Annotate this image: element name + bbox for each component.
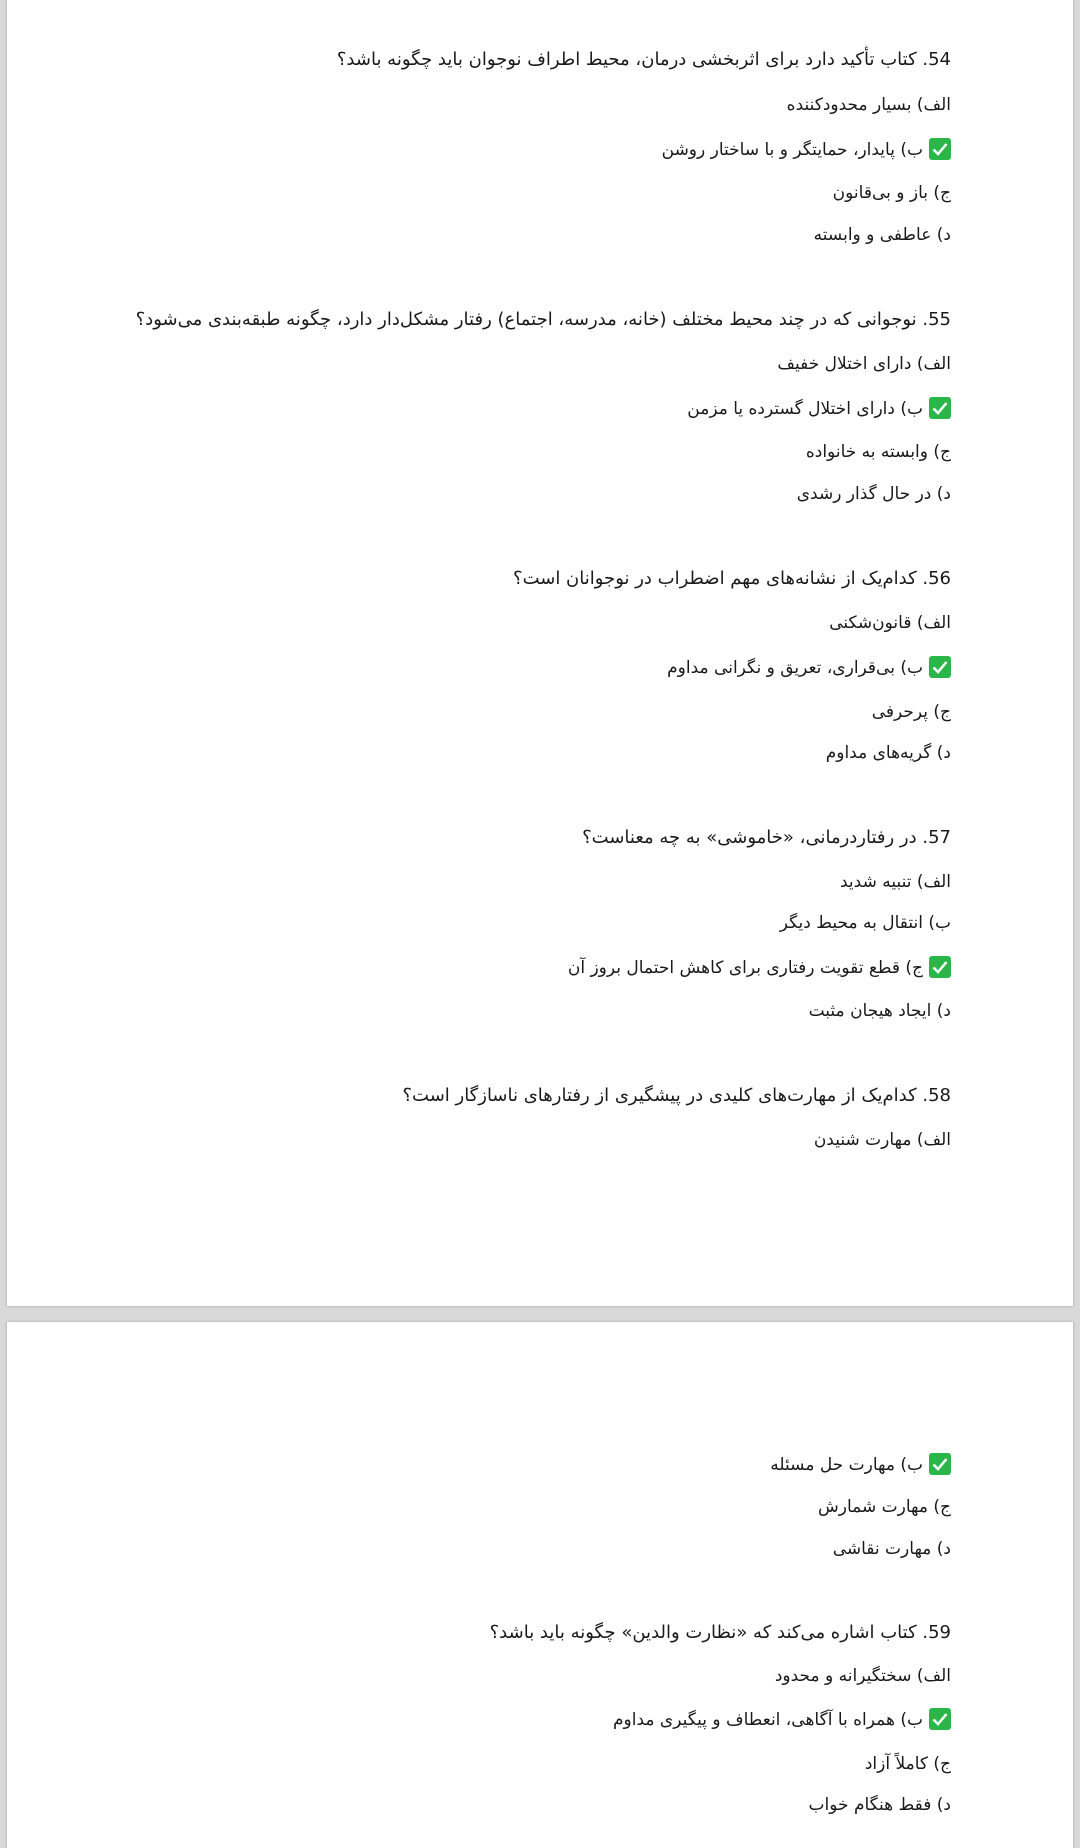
q58-option-a: الف) مهارت شنیدن [813,1130,951,1150]
document-page-1 [7,0,1073,1306]
check-mark-icon [929,138,951,160]
q55-option-b [687,396,951,422]
q58-option-d: د) مهارت نقاشی [832,1539,951,1559]
option-label: ب) همراه با آگاهی، انعطاف و پیگیری مداوم [613,1710,923,1730]
q58-option-b [770,1452,951,1478]
q57-option-a: الف) تنبیه شدید [840,872,951,892]
question-59: 59. کتاب اشاره می‌کند که «نظارت والدین» چگونه باید باشد؟ [489,1622,951,1643]
question-54: 54. کتاب تأکید دارد برای اثربخشی درمان، محیط اطراف نوجوان باید چگونه باشد؟ [336,49,951,70]
q56-option-b [667,655,951,681]
check-mark-icon [929,397,951,419]
q54-option-b [662,137,951,163]
question-55: 55. نوجوانی که در چند محیط مختلف (خانه، مدرسه، اجتماع) رفتار مشکل‌دار دارد، چگونه طبقه‌بندی می‌شود؟ [135,309,951,330]
question-58: 58. کدام‌یک از مهارت‌های کلیدی در پیشگیری از رفتارهای ناسازگار است؟ [402,1085,951,1106]
check-mark-icon [929,956,951,978]
q55-option-a: الف) دارای اختلال خفیف [777,354,951,374]
q54-option-c: ج) باز و بی‌قانون [832,183,951,203]
q56-option-c: ج) پرحرفی [871,702,951,722]
q57-option-b: ب) انتقال به محیط دیگر [779,913,951,933]
question-56: 56. کدام‌یک از نشانه‌های مهم اضطراب در نوجوانان است؟ [513,568,951,589]
q55-option-d: د) در حال گذار رشدی [796,484,951,504]
question-57: 57. در رفتاردرمانی، «خاموشی» به چه معناست؟ [582,827,951,848]
option-label: ب) پایدار، حمایتگر و با ساختار روشن [661,140,923,160]
option-label: ب) بی‌قراری، تعریق و نگرانی مداوم [667,658,923,678]
document-page-2 [7,1322,1073,1848]
q59-option-b [613,1707,951,1733]
q54-option-d: د) عاطفی و وابسته [813,225,951,245]
q59-option-d: د) فقط هنگام خواب [808,1795,951,1815]
q59-option-c: ج) کاملاً آزاد [864,1754,951,1774]
q55-option-c: ج) وابسته به خانواده [805,442,951,462]
option-label: ب) مهارت حل مسئله [770,1455,923,1475]
q57-option-d: د) ایجاد هیجان مثبت [808,1001,951,1021]
option-label: ب) دارای اختلال گسترده یا مزمن [687,399,923,419]
check-mark-icon [929,1453,951,1475]
check-mark-icon [929,656,951,678]
option-label: ج) قطع تقویت رفتاری برای کاهش احتمال بروز آن [567,958,923,978]
q59-option-a: الف) سختگیرانه و محدود [774,1666,951,1686]
q57-option-c [568,955,951,981]
check-mark-icon [929,1708,951,1730]
q54-option-a: الف) بسیار محدودکننده [786,95,951,115]
q56-option-d: د) گریه‌های مداوم [825,743,951,763]
q56-option-a: الف) قانون‌شکنی [829,613,951,633]
q58-option-c: ج) مهارت شمارش [818,1497,951,1517]
